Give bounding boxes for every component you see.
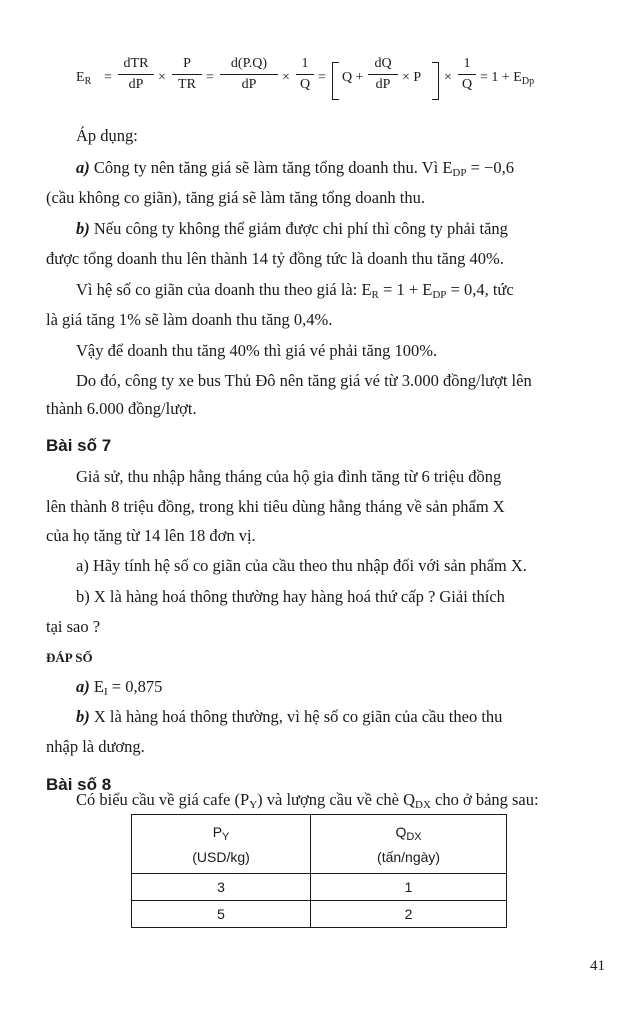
answer-key-a: a) EI = 0,875 (76, 677, 163, 698)
formula-q-plus: Q + (342, 70, 364, 85)
table-header-py: $P_Y$ (USD/kg) (132, 815, 311, 874)
fraction-dq-dp: dQ dP (368, 56, 398, 93)
table-cell-qdx: 2 (311, 901, 507, 928)
therefore-line-1: Do đó, công ty xe bus Thủ Đô nên tăng giá vé từ 3.000 đồng/lượt lên (76, 371, 532, 390)
answer-key-b-2: nhập là dương. (46, 737, 145, 756)
exercise-7-question-b-1: b) X là hàng hoá thông thường hay hàng hoá thứ cấp ? Giải thích (76, 587, 505, 606)
right-bracket (432, 62, 439, 100)
table-cell-qdx: 1 (311, 874, 507, 901)
exercise-7-text-3: của họ tăng từ 14 lên 18 đơn vị. (46, 526, 256, 545)
fraction-1-q: 1 Q (296, 56, 314, 93)
conclusion-line: Vậy để doanh thu tăng 40% thì giá vé phải tăng 100%. (76, 341, 438, 360)
answer-b-line-1: b) Nếu công ty không thể giảm được chi phí thì công ty phải tăng (76, 219, 508, 238)
equals-sign: = (104, 70, 112, 85)
table-row (132, 901, 507, 928)
exercise-7-text-1: Giả sử, thu nhập hằng tháng của hộ gia đình tăng từ 6 triệu đồng (76, 467, 502, 486)
fraction-dpq-dp: d(P.Q) dP (220, 56, 278, 93)
ap-dung-label: Áp dụng: (76, 126, 138, 145)
page-number: 41 (590, 958, 605, 974)
answer-key-b-1: b) X là hàng hoá thông thường, vì hệ số co giãn của cầu theo thu (76, 707, 503, 726)
therefore-line-2: thành 6.000 đồng/lượt. (46, 399, 197, 418)
equals-sign: = (206, 70, 214, 85)
table-header-row (132, 815, 507, 874)
fraction-dtr-dp: dTR dP (118, 56, 154, 93)
exercise-7-question-a: a) Hãy tính hệ số co giãn của cầu theo thu nhập đối với sản phẩm X. (76, 556, 527, 575)
exercise-8-heading: Bài số 8 (46, 775, 112, 794)
elasticity-formula (76, 50, 576, 122)
exercise-7-question-b-2: tại sao ? (46, 617, 101, 636)
answer-a-line-1: a) Công ty nên tăng giá sẽ làm tăng tổng doanh thu. Vì EDP = −0,6 (76, 158, 514, 179)
times-sign: × (282, 70, 290, 85)
table-header-qdx: $Q_{DX}$ (tấn/ngày) (311, 815, 507, 874)
times-sign: × (444, 70, 452, 85)
fraction-1-q: 1 Q (458, 56, 476, 93)
elasticity-revenue-line-2: là giá tăng 1% sẽ làm doanh thu tăng 0,4%. (46, 310, 333, 329)
answer-a-line-2: (cầu không co giãn), tăng giá sẽ làm tăng tổng doanh thu. (46, 188, 425, 207)
formula-times-p: × P (402, 70, 422, 85)
formula-rhs: = $1 + E_{Dp}$ (480, 70, 535, 87)
exercise-8-intro: Có biểu cầu về giá cafe (PY) và lượng cầu về chè QDX cho ở bảng sau: (76, 790, 539, 811)
fraction-p-tr: P TR (172, 56, 202, 93)
demand-table (131, 814, 507, 928)
table-cell-py: 3 (132, 874, 311, 901)
answer-key-label: ĐÁP SỐ (46, 650, 93, 665)
formula-lhs: $E_R$ (76, 70, 92, 87)
left-bracket (332, 62, 339, 100)
elasticity-revenue-line-1: Vì hệ số co giãn của doanh thu theo giá là: ER = 1 + EDP = 0,4, tức (76, 280, 514, 301)
times-sign: × (158, 70, 166, 85)
answer-b-line-2: được tổng doanh thu lên thành 14 tỷ đồng tức là doanh thu tăng 40%. (46, 249, 504, 268)
table-cell-py: 5 (132, 901, 311, 928)
exercise-7-heading: Bài số 7 (46, 436, 112, 455)
table-row (132, 874, 507, 901)
equals-sign: = (318, 70, 326, 85)
exercise-7-text-2: lên thành 8 triệu đồng, trong khi tiêu dùng hằng tháng về sản phẩm X (46, 497, 505, 516)
